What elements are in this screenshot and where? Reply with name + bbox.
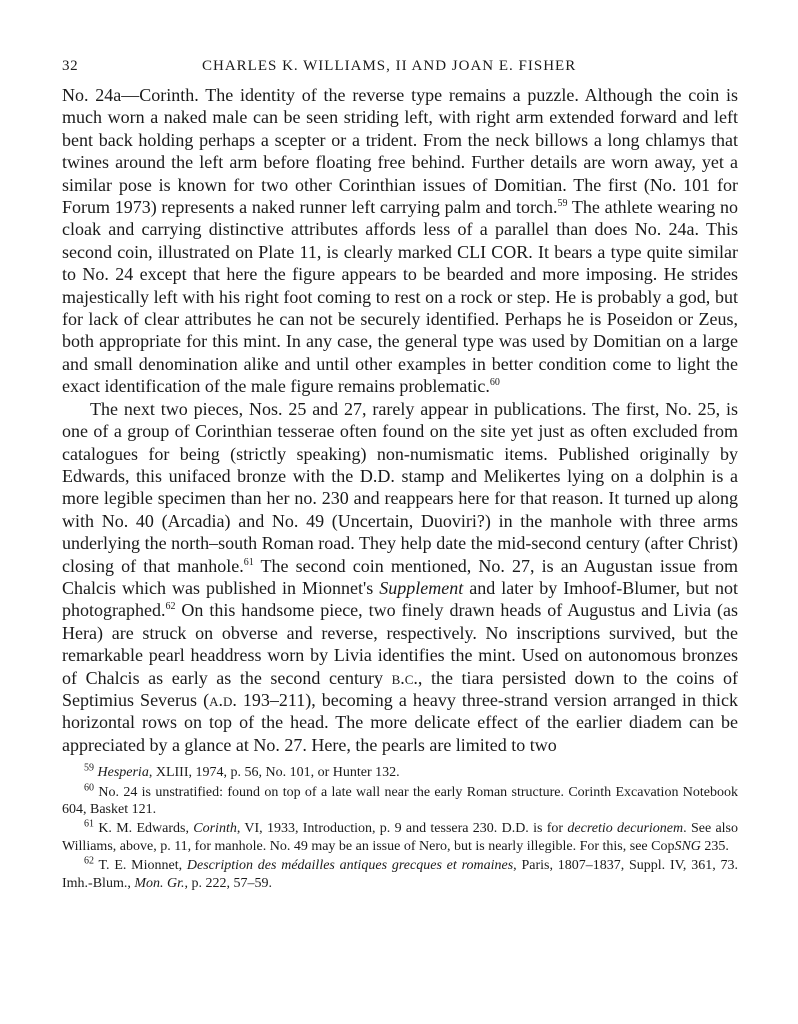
footnote-ref-61[interactable]: 61 [243, 556, 254, 568]
italic-title: Mon. Gr. [134, 875, 185, 891]
footnote-ref-59[interactable]: 59 [557, 198, 568, 210]
paragraph-text: No. 24a—Corinth. The identity of the reverse type remains a puzzle. Although the coin is much worn a naked male can be seen striding left, with right arm extended forward and left bent back holding perhaps a scepter or a trident. From the neck billows a long chlamys that twines around the left arm before floating free behind. Further details are worn away, yet a similar pose is known for two other Corinthian issues of Domitian. The first (No. 101 for Forum 1973) represents a naked runner left carrying palm and torch. [62, 85, 738, 218]
footnote-59 [62, 764, 738, 781]
footnote-text: . See also Williams, above, p. 11, for manhole. No. 49 may be an issue of Nero, but is nearly illegible. For this, see Cop [62, 821, 739, 854]
footnote-text: , XLIII, 1974, p. 56, No. 101, or Hunter 132. [148, 765, 400, 781]
italic-title: Description des médailles antiques grecques et romaines [186, 858, 514, 874]
footnote-ref-62[interactable]: 62 [165, 601, 176, 613]
footnote-text: , VI, 1933, Introduction, p. 9 and tessera 230. D.D. is for [236, 821, 568, 837]
paragraph-text: The second coin mentioned, No. 27, is an Augustan issue from Chalcis which was published in Mionnet's [62, 555, 738, 598]
footnote-number: 60 [84, 781, 94, 793]
footnote-text: K. M. Edwards, [98, 821, 194, 837]
paragraph-text: The next two pieces, Nos. 25 and 27, rarely appear in publications. The first, No. 25, is one of a group of Corinthian tesserae often found on the site yet just as often excluded from catalogues for being (strictly speaking) non-numismatic items. Published originally by Edwards, this unifaced bronze with the D.D. stamp and Melikertes lying on a dolphin is a more legible specimen than her no. 230 and reappears here for that reason. It turned up along with No. 40 (Arcadia) and No. 49 (Uncertain, Duoviri?) in the manhole with three arms underlying the north–south Roman road. They help date the mid-second century (after Christ) closing of that manhole. [62, 398, 738, 576]
italic-title: Corinth [193, 821, 237, 837]
running-title: CHARLES K. WILLIAMS, II AND JOAN E. FISHER [202, 58, 577, 74]
footnote-62 [62, 857, 738, 892]
paragraph-text: 193–211), becoming a heavy three-strand version arranged in thick horizontal rows on top of the head. The more delicate effect of the earlier diadem can be appreciated by a glance at No. 27. Here, the pearls are limited to two [62, 689, 738, 755]
paragraph-text: On this handsome piece, two finely drawn heads of Augustus and Livia (as Hera) are struck on obverse and reverse, respectively. No inscriptions survived, but the remarkable pearl headdress worn by Livia identifies the mint. Used on autonomous bronzes of Chalcis as early as the second century [62, 600, 738, 688]
footnote-ref-60[interactable]: 60 [489, 377, 500, 389]
body-text [62, 84, 738, 756]
footnote-text: T. E. Mionnet, [98, 858, 187, 874]
footnote-number: 59 [84, 762, 94, 774]
footnote-61 [62, 820, 738, 855]
paragraph-text: The athlete wearing no cloak and carrying distinctive attributes affords less of a parallel than does No. 24a. This second coin, illustrated on Plate 11, is clearly marked CLI COR. It bears a type quite similar to No. 24 except that here the figure appears to be bearded and more imposing. He strides majestically left with his right foot coming to rest on a rock or step. He is probably a god, but for lack of clear attributes he can not be securely identified. Perhaps he is Poseidon or Zeus, both appropriate for this mint. In any case, the general type was used by Domitian on a large and small denomination alike and until other examples in better condition come to light the exact identification of the male figure remains problematic. [62, 197, 738, 397]
footnote-number: 62 [84, 855, 94, 867]
italic-title: Supplement [379, 577, 464, 598]
footnote-text: , Paris, 1807–1837, Suppl. IV, 361, 73. Imh.-Blum., [62, 858, 738, 891]
footnote-text: No. 24 is unstratified: found on top of a late wall near the early Roman structure. Corinth Excavation Notebook 604, Basket 121. [62, 784, 739, 817]
era-abbreviation: b.c. [391, 667, 418, 688]
footnote-60 [62, 781, 739, 819]
paragraph-2 [62, 398, 738, 757]
paragraph-1 [62, 84, 738, 398]
page [62, 58, 738, 894]
era-abbreviation: a.d. [209, 689, 237, 710]
footnotes [62, 764, 738, 892]
footnote-text: , p. 222, 57–59. [184, 875, 273, 891]
footnote-number: 61 [84, 818, 94, 830]
italic-term: decretio decurionem [567, 821, 684, 837]
paragraph-text: , the tiara persisted down to the coins of Septimius Severus ( [62, 667, 738, 710]
running-head [62, 58, 738, 84]
paragraph-text: and later by Imhoof-Blumer, but not photographed. [62, 577, 738, 621]
page-number: 32 [62, 58, 79, 74]
italic-abbreviation: SNG [674, 838, 701, 854]
italic-title: Hesperia [97, 765, 149, 781]
footnote-text: 235. [700, 838, 729, 854]
